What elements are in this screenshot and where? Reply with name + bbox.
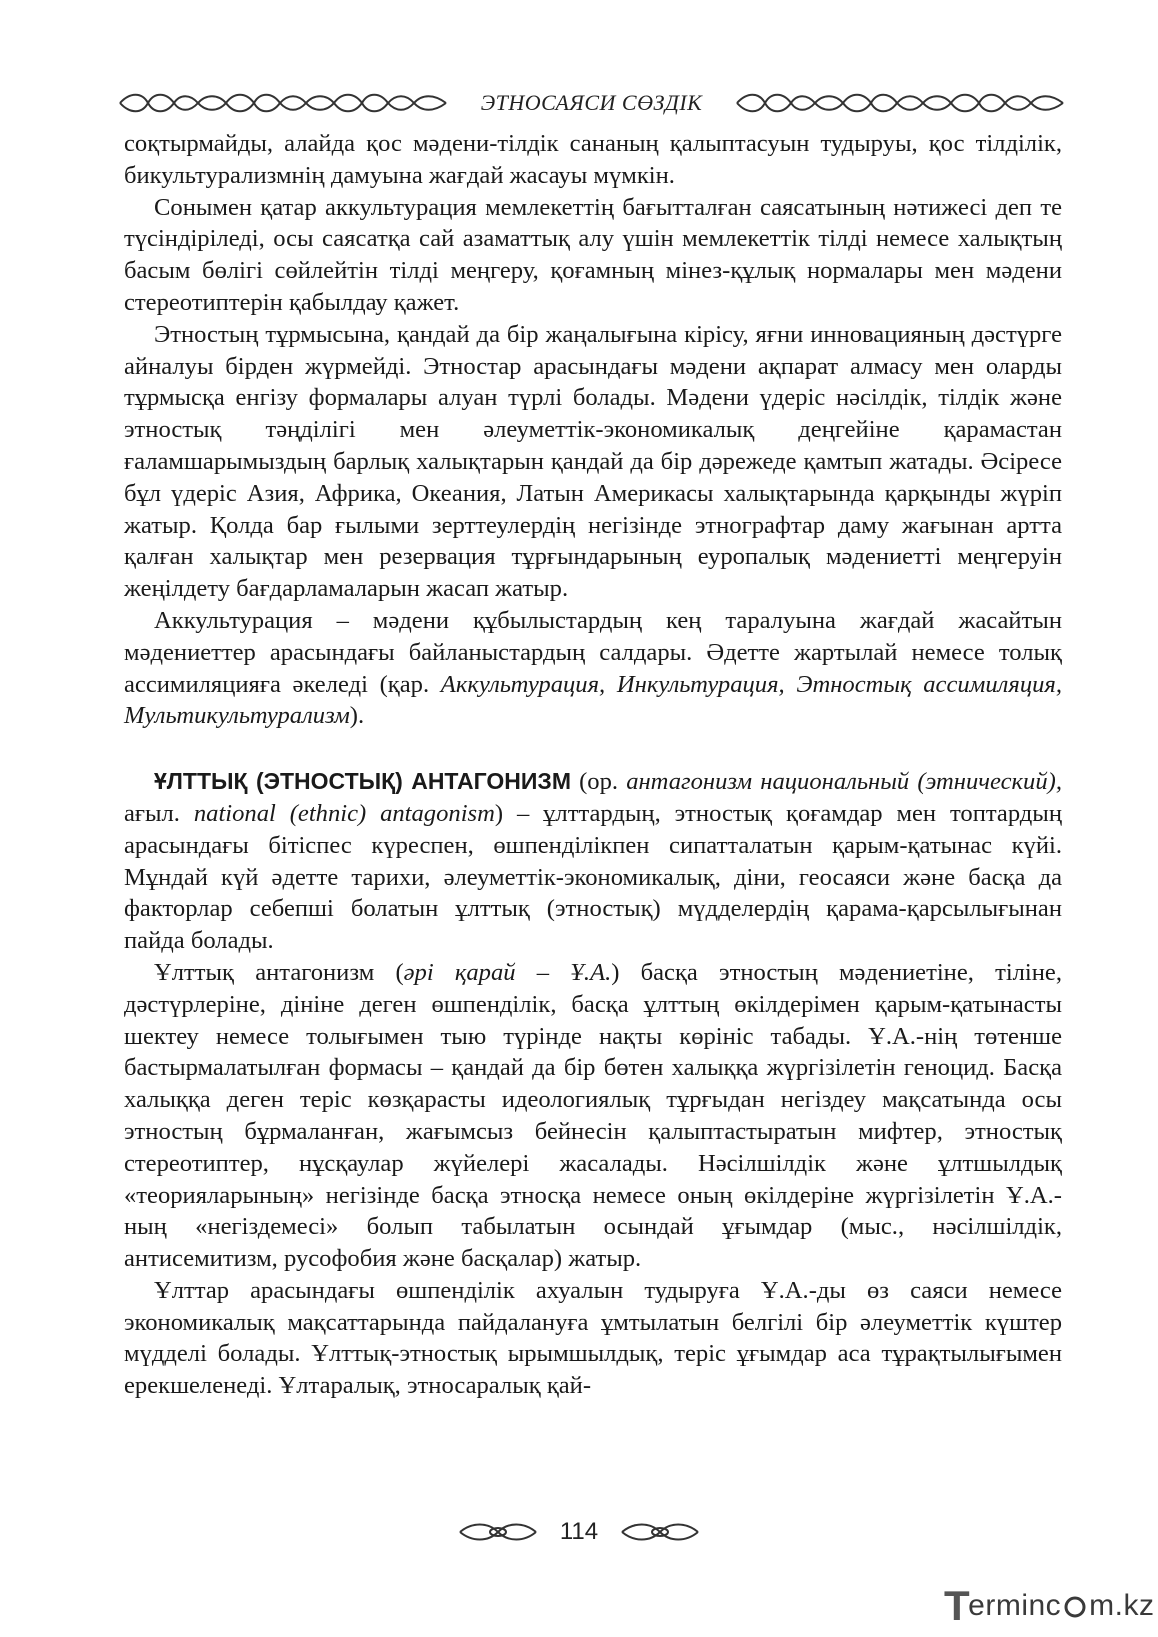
entry-lang-abbr: (ор. (570, 768, 627, 796)
paragraph-text: Аккультурация – мәдени құбылыстардың кең таралуына жағдай жасайтын мәдениеттер арасындағы байланыстардың салдары. Әдетте жартылай немесе толық ассимиляцияға әкеледі (қар. (124, 606, 1062, 698)
paragraph: Сонымен қатар аккультурация мемлекеттің бағытталған саясатының нәтижесі деп те түсіндіріледі, осы саясатқа сай азаматтық алу үшін мемлекеттік тілді немесе халықтың басым бөлігі сөйлейтін тілді меңгеру, қоғамның мінез-құлық нормалары мен мәдени стереотиптерін қабылдау қажет. (124, 193, 1062, 316)
page-number: 114 (559, 1518, 599, 1545)
header-title: ЭТНОСАЯСИ СӨЗДІК (480, 90, 703, 115)
entry-lang-abbr: ағыл. (124, 799, 194, 827)
dictionary-entry (124, 766, 1062, 957)
section-gap (124, 732, 1062, 766)
paragraph-text: ) басқа этностың мәдениетіне, тіліне, дәстүрлеріне, дініне деген өшпенділік, басқа ұлттың өкілдерімен қарым-қатынасты шектеу немесе толығымен тыю түрінде нақты көрініс табады. Ұ.А.-нің төтенше бастырмалатылған формасы – қандай да бір бөтен халыққа жүргізілетін геноцид. Басқа халыққа деген теріс көзқарасты идеологиялық тұрғыдан негіздеу мақсатында осы этностың бұрмаланған, жағымсыз бейнесін қалыптастыратын мифтер, этностық стереотиптер, нұсқаулар жүйелері жасалады. Нәсілшілдік және ұлтшылдық «теорияларының» негізінде басқа этносқа немесе оның өкілдеріне жүргізілетін Ұ.А.-ның «негіздемесі» болып табылатын осындай ұғымдар (мыс., нәсілшілдік, антисемитизм, русофобия және басқалар) жатыр. (124, 958, 1062, 1273)
paragraph: Этностың тұрмысына, қандай да бір жаңалығына кірісу, яғни инновацияның дәстүрге айналуы бірден жүрмейді. Этностар арасындағы мәдени ақпарат алмасу мен оларды тұрмысқа енгізу формалары алуан түрлі болады. Мәдени үдеріс нәсілдік, тілдік және этностық тәңділігі мен әлеуметтік-экономикалық деңгейіне қарамастан ғаламшарымыздың барлық халықтарын қандай да бір дәрежеде қамтып жатады. Әсіресе бұл үдеріс Азия, Африка, Океания, Латын Америкасы халықтарында қарқынды жүріп жатыр. Қолда бар ғылыми зерттеулердің негізінде этнографтар даму жағынан артта қалған халықтар мен резервация тұрғындарының еуропалық мәдениетті меңгеруін жеңілдету бағдарламаларын жасап жатыр. (124, 320, 1062, 603)
paragraph-text: Ұлттық антагонизм ( (154, 958, 404, 986)
footer-ornament-left-icon (458, 1521, 538, 1543)
watermark-text: m.kz (1089, 1589, 1155, 1622)
cross-references: Аккультурация, Инкультурация, Этностық ассимиляция, Мультикультурализм (124, 670, 1062, 730)
entry-definition: ) – ұлттардың, этностық қоғамдар мен топтардың арасындағы бітіспес күреспен, өшпенділікпен сипатталатын қарым-қатынас күйі. Мұндай күй әдетте тарихи, әлеуметтік-экономикалық, діни, геосаяси және басқа да факторлар себепші болатын ұлттық (этностық) мүдделердің қарама-қарсылығынан пайда болады. (124, 799, 1062, 955)
entry-term: ҰЛТТЫҚ (ЭТНОСТЫҚ) АНТАГОНИЗМ (154, 768, 571, 795)
paragraph: Ұлттар арасындағы өшпенділік ахуалын тудыруға Ұ.А.-ды өз саяси немесе экономикалық мақсаттарында пайдалануға ұмтылатын белгілі бір әлеуметтік күштер мүдделі болады. Ұлттық-этностық ырымшылдық, теріс ұғымдар аса тұрақтылығымен ерекшеленеді. Ұлтаралық, этносаралық қай- (124, 1276, 1062, 1400)
paragraph-continued: соқтырмайды, алайда қос мәдени-тілдік сананың қалыптасуын тудыруы, қос тілділік, бикультурализмнің дамуына жағдай жасауы мүмкін. (124, 130, 1062, 189)
page-body (124, 128, 1062, 1402)
abbreviation-note: әрі қарай – Ұ.А. (403, 958, 612, 986)
entry-russian-term: антагонизм национальный (этнический), (626, 768, 1062, 796)
paragraph-text: ). (349, 702, 365, 730)
watermark-text: c (1045, 1589, 1062, 1622)
watermark-text: ermin (968, 1589, 1046, 1622)
footer-ornament-right-icon (620, 1521, 700, 1543)
paragraph (124, 957, 1062, 1275)
paragraph (124, 605, 1062, 732)
entry-english-term: national (ethnic) antagonism (193, 799, 495, 827)
watermark-circle-icon (1062, 1593, 1088, 1619)
page-footer (0, 1512, 1158, 1552)
site-watermark (944, 1582, 1155, 1629)
running-header (118, 86, 1065, 120)
header-ornament-right-icon (735, 90, 1065, 116)
watermark-logo-icon: T (944, 1582, 971, 1629)
header-ornament-left-icon (118, 90, 448, 116)
